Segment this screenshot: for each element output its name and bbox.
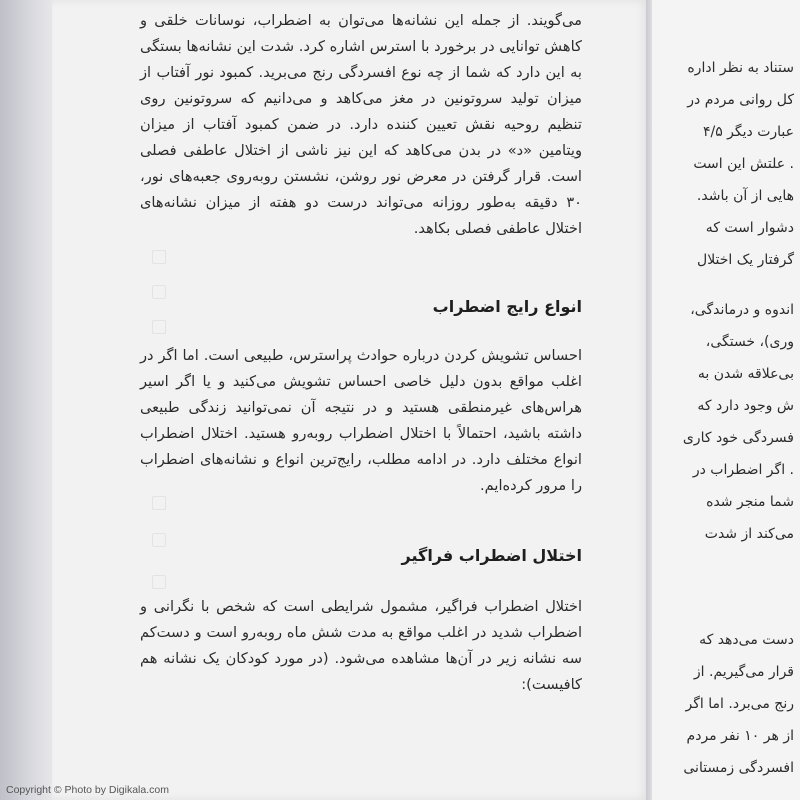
right-line: دشوار است که [705, 220, 794, 236]
right-page-block-2 [683, 294, 794, 550]
heading-generalized-anxiety: اختلال اضطراب فراگیر [401, 546, 582, 565]
right-line: گرفتار یک اختلال [697, 252, 794, 268]
paragraph-seasonal-affective: می‌گویند. از جمله این نشانه‌ها می‌توان به اضطراب، نوسانات خلقی و کاهش توانایی در برخورد با استرس اشاره کرد. شدت این نشانه‌ها بستگی به این دارد که شما از چه نوع افسردگی رنج می‌برید. کمبود نور آفتاب از میزان تولید سروتونین در مغز می‌کاهد و می‌دانیم که سروتونین روی تنظیم روحیه نقش تعیین کننده دارد. در ضمن کمبود آفتاب از میزان ویتامین «د» در بدن می‌کاهد که این نیز ناشی از اختلال عاطفی فصلی است. قرار گرفتن در معرض نور روشن، نشستن روبه‌روی جعبه‌های نور، ۳۰ دقیقه به‌طور روزانه می‌تواند درست دو هفته از میزان نشانه‌های اختلال عاطفی فصلی بکاهد. [140, 12, 582, 237]
show-through-checkbox [152, 320, 166, 334]
right-line: بی‌علاقه شدن به [697, 366, 794, 382]
show-through-checkbox [152, 575, 166, 589]
right-line: قرار می‌گیریم. از [693, 664, 794, 680]
right-line: افسردگی زمستانی [683, 760, 794, 776]
right-page-block-3 [683, 624, 794, 784]
right-page-block-1 [687, 52, 794, 276]
right-line: دست می‌دهد که [699, 632, 794, 648]
right-line: فسردگی خود کاری [682, 430, 794, 446]
right-line: می‌کند از شدت [704, 526, 794, 542]
right-line: اندوه و درماندگی، [690, 302, 794, 318]
right-line: عبارت دیگر ۴/۵ [702, 124, 794, 140]
show-through-checkbox [152, 250, 166, 264]
right-line: از هر ۱۰ نفر مردم [686, 728, 794, 744]
right-line: رنج می‌برد. اما اگر [685, 696, 794, 712]
right-line: ستناد به نظر اداره [687, 60, 794, 76]
copyright-notice: Copyright © Photo by Digikala.com [6, 784, 169, 796]
heading-common-anxiety-types: انواع رایج اضطراب [432, 297, 582, 316]
paragraph-anxiety-intro: احساس تشویش کردن درباره حوادث پراسترس، طبیعی است. اما اگر در اغلب مواقع بدون دلیل خاصی احساس تشویش می‌کنید و یا اگر اسیر هراس‌های غیرمنطقی هستید و در نتیجه آن نمی‌توانید زندگی طبیعی داشته باشید، احتمالاً با اختلال اضطراب روبه‌رو هستید. اختلال اضطراب انواع مختلف دارد. در ادامه مطلب، رایج‌ترین انواع و نشانه‌های اضطراب را مرور کرده‌ایم. [140, 347, 582, 494]
book-spine-edge [0, 0, 52, 800]
right-book-page [652, 0, 800, 800]
right-line: . اگر اضطراب در [692, 462, 794, 478]
right-line: . علتش این است [693, 156, 794, 172]
right-line: وری)، خستگی، [705, 334, 794, 350]
right-line: ش وجود دارد که [697, 398, 794, 414]
paragraph-generalized-anxiety: اختلال اضطراب فراگیر، مشمول شرایطی است که شخص با نگرانی و اضطراب شدید در اغلب مواقع به مدت شش ماه روبه‌رو است و دست‌کم سه نشانه زیر در آن‌ها مشاهده می‌شود. (در مورد کودکان یک نشانه هم کافیست): [140, 598, 582, 693]
right-line: شما منجر شده [706, 494, 794, 510]
show-through-checkbox [152, 533, 166, 547]
right-line: کل روانی مردم در [687, 92, 794, 108]
right-line: هایی از آن باشد. [696, 188, 794, 204]
